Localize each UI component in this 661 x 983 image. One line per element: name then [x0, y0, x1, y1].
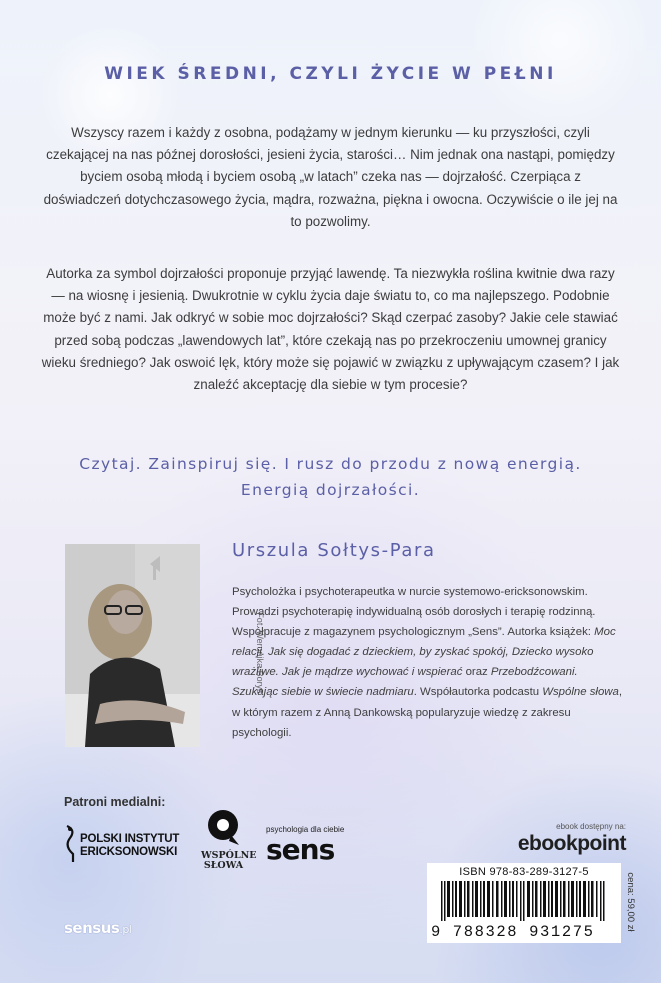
barcode-digits: 9 788328 931275 [431, 923, 595, 941]
price-label: cena: 59,00 zł [625, 872, 636, 932]
bio-text-2: oraz [462, 666, 491, 679]
call-to-action [20, 451, 641, 503]
sens-logo [266, 825, 366, 865]
wspolne-slowa-logo [201, 805, 257, 880]
book-title: WIEK ŚREDNI, CZYLI ŻYCIE W PEŁNI [104, 64, 557, 84]
barcode [441, 881, 607, 921]
ebookpoint-logo [470, 822, 630, 862]
description-paragraph-1: Wszyscy razem i każdy z osobna, podążamy w jednym kierunku — ku przyszłości, czyli czekającej na nas późnej dorosłości, jesieni życia, starości… Nim jednak ona nastąpi, pomiędzy byciem osobą młodą i byciem osobą „w latach” czeka nas — dojrzałość. Czerpiąca z doświadczeń dotychczasowego życia, mądra, rozważna, piękna i owocna. Oczywiście o ile jej na to pozwolimy. [43, 125, 618, 229]
bio-text-4: , w którym razem z Anną Dankowską popularyzuje wiedzę z zakresu psychologii. [232, 686, 623, 739]
publisher-name: sensus [64, 919, 120, 937]
bio-book-titles-1: Moc relacji. Jak się dogadać z dzieckiem, by zyskać spokój, Dziecko wysoko wrażliwe. Jak je mądrze wychować i wspierać [232, 626, 616, 679]
pie-logo [64, 822, 189, 862]
publisher-tld: .pl [119, 923, 132, 936]
sens-tagline: psychologia dla ciebie [266, 825, 345, 834]
pie-logo-icon [64, 824, 80, 862]
publisher-logo [64, 919, 131, 937]
photo-credit: Fot. Weronika Borys [255, 612, 265, 694]
bio-book-title-2: Przebodźcowani. Szukając siebie w świecie nadmiaru [232, 666, 578, 699]
bio-podcast-title: Wspólne słowa [542, 686, 619, 699]
wspolne-slowa-logo-icon [201, 805, 246, 850]
isbn-text: ISBN 978-83-289-3127-5 [459, 866, 589, 878]
ebookpoint-brand-b: point [577, 832, 626, 855]
author-bio [232, 582, 622, 743]
ebookpoint-brand-a: ebook [517, 832, 578, 855]
ebook-available-label: ebook dostępny na: [556, 822, 626, 831]
cta-line-1: Czytaj. Zainspiruj się. I rusz do przodu z nową energią. [79, 455, 582, 473]
barcode-box [427, 863, 621, 943]
ws-logo-line-1: WSPÓLNE [201, 850, 257, 861]
bio-text-3: . Współautorka podcastu [413, 686, 543, 699]
person-photo-icon [65, 544, 200, 747]
sens-wordmark: sens [266, 833, 335, 866]
patrons-label: Patroni medialni: [64, 795, 166, 809]
author-photo [65, 544, 200, 747]
pie-logo-line-1: POLSKI INSTYTUT [80, 833, 180, 845]
cta-line-2: Energią dojrzałości. [240, 481, 421, 499]
author-name: Urszula Sołtys-Para [232, 540, 436, 561]
bio-text-1: Psycholożka i psychoterapeutka w nurcie systemowo-ericksonowskim. Prowadzi psychoterapię indywidualną osób dorosłych i terapię rodzinną. Współpracuje z magazynem psychologicznym „Sens”. Autorka książek: [232, 586, 596, 639]
description-paragraph-2: Autorka za symbol dojrzałości proponuje przyjąć lawendę. Ta niezwykła roślina kwitnie dwa razy — na wiosnę i jesienią. Dwukrotnie w cyklu życia daje światu to, co ma najlepszego. Podobnie może być z nami. Jak odkryć w sobie moc dojrzałości? Skąd czerpać zasoby? Jakie cele stawiać przed sobą podczas „lawendowych lat”, które czekają nas po przekroczeniu umownej granicy wieku średniego? Jak oswoić lęk, który może się pojawić w związku z upływającym czasem? I jak znaleźć akceptację dla siebie w tym procesie? [41, 266, 620, 393]
ebookpoint-wordmark [518, 832, 626, 856]
pie-logo-line-2: ERICKSONOWSKI [80, 846, 178, 858]
ws-logo-line-2: SŁOWA [203, 860, 244, 871]
